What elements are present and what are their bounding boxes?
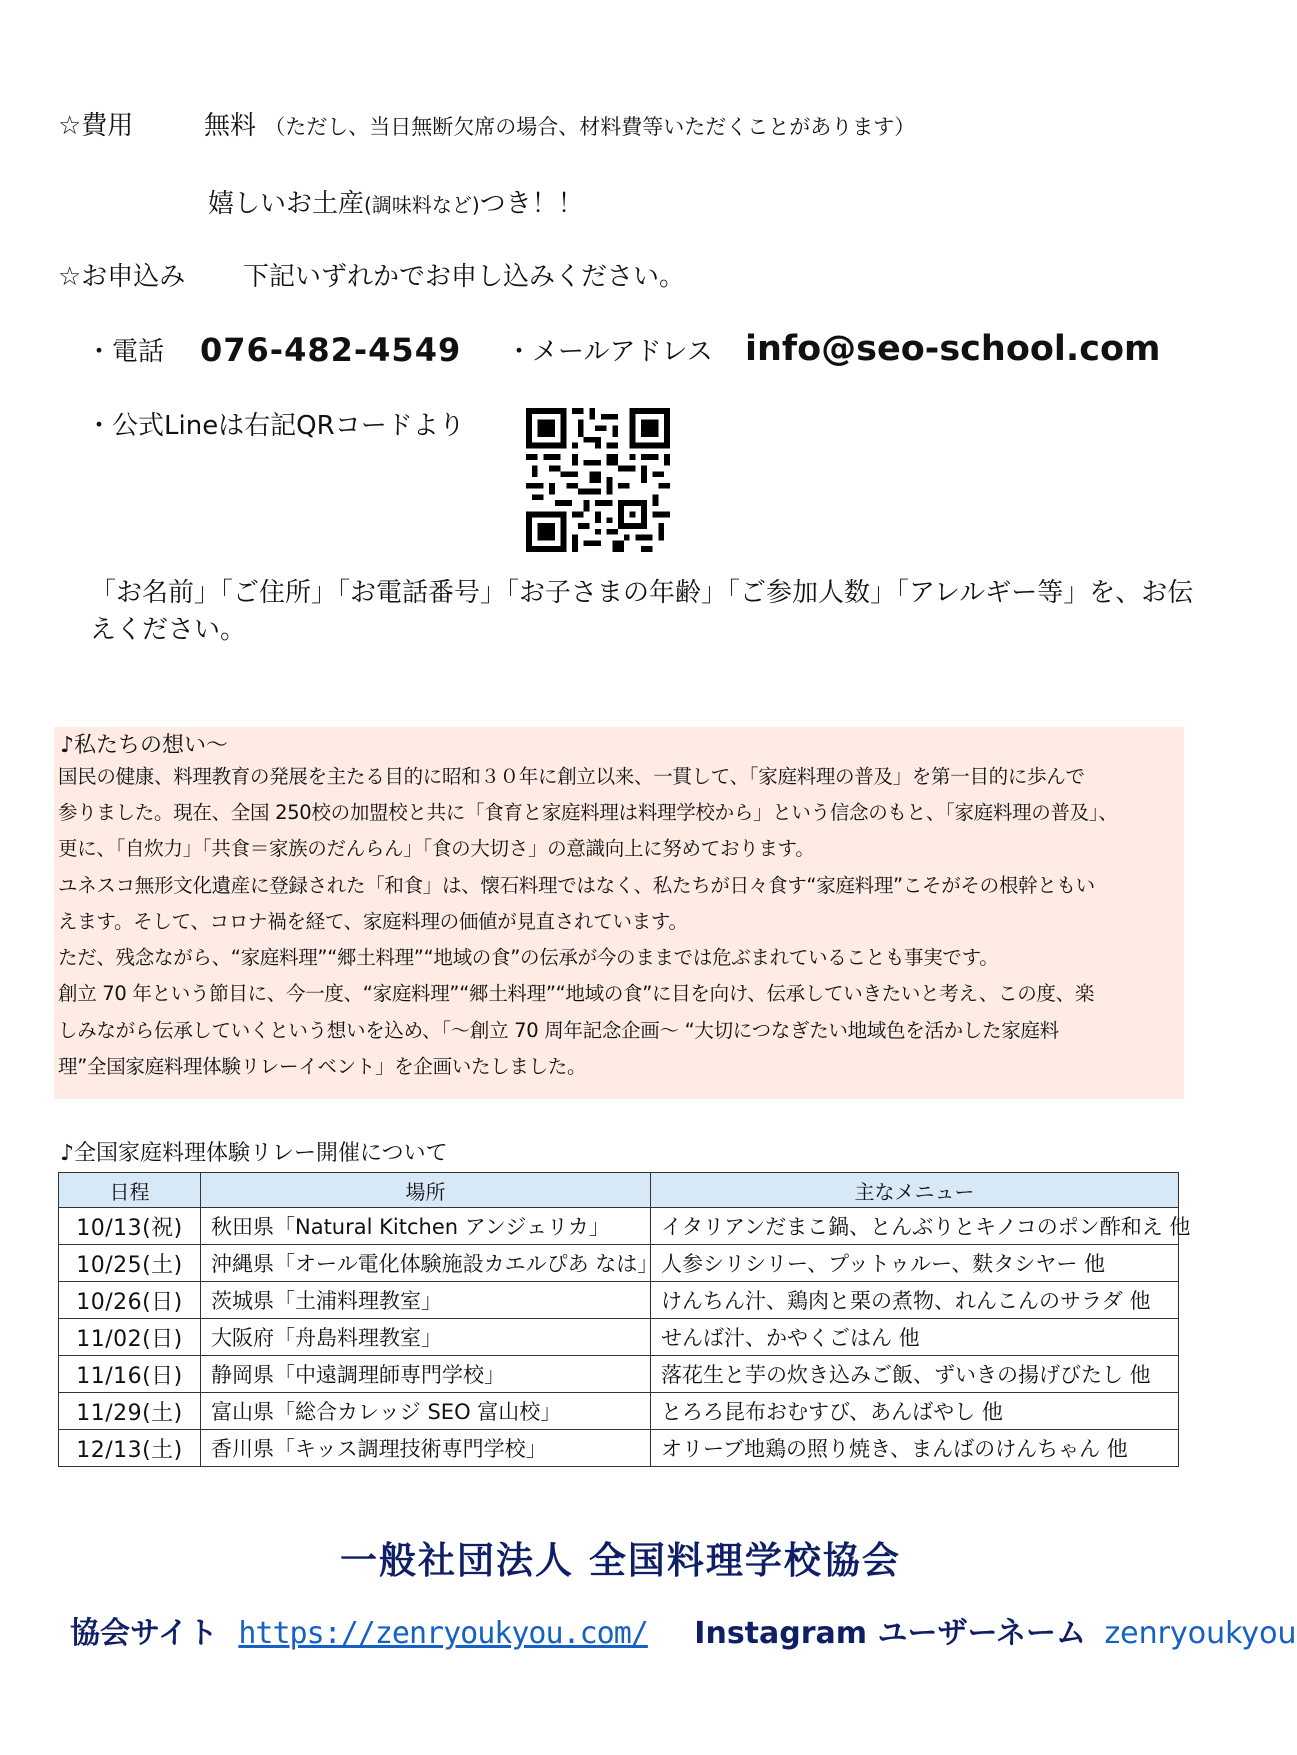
notice-line-1: 「お名前」「ご住所」「お電話番号」「お子さまの年齢」「ご参加人数」「アレルギー等」を、お伝 (90, 578, 1194, 608)
cell-menu: イタリアンだまこ鍋、とんぶりとキノコのポン酢和え 他 (651, 1208, 1179, 1245)
cell-place: 秋田県「Natural Kitchen アンジェリカ」 (201, 1208, 651, 1245)
cell-date: 10/26(日) (59, 1282, 201, 1319)
qr-code-icon[interactable] (526, 408, 670, 552)
header-date: 日程 (59, 1173, 201, 1208)
header-menu: 主なメニュー (651, 1173, 1179, 1208)
instagram-username[interactable]: zenryoukyou (1104, 1616, 1297, 1651)
thoughts-line: 理”全国家庭料理体験リレーイベント」を企画いたしました。 (58, 1055, 587, 1078)
site-label: 協会サイト (70, 1616, 218, 1651)
cell-date: 11/16(日) (59, 1356, 201, 1393)
instagram-label: Instagram ユーザーネーム (694, 1616, 1086, 1651)
cost-note: （ただし、当日無断欠席の場合、材料費等いただくことがあります） (264, 115, 916, 139)
gift-small: (調味料など) (364, 193, 480, 217)
cost-line (204, 110, 915, 143)
thoughts-line: 国民の健康、料理教育の発展を主たる目的に昭和３０年に創立以来、一貫して、「家庭料理の普及」を第一目的に歩んで (58, 765, 1085, 788)
cell-place: 大阪府「舟島料理教室」 (201, 1319, 651, 1356)
cell-date: 10/13(祝) (59, 1208, 201, 1245)
table-header-row (59, 1173, 1179, 1208)
table-row (59, 1393, 1179, 1430)
cell-date: 11/29(土) (59, 1393, 201, 1430)
table-row (59, 1356, 1179, 1393)
cell-menu: せんば汁、かやくごはん 他 (651, 1319, 1179, 1356)
thoughts-line: 創立 70 年という節目に、今一度、“家庭料理”“郷土料理”“地域の食”に目を向け、伝承していきたいと考え、この度、楽 (58, 982, 1095, 1005)
thoughts-line: ただ、残念ながら、“家庭料理”“郷土料理”“地域の食”の伝承が今のままでは危ぶまれていることも事実です。 (58, 946, 999, 969)
cell-date: 11/02(日) (59, 1319, 201, 1356)
apply-text: 下記いずれかでお申し込みください。 (243, 262, 686, 292)
cell-place: 香川県「キッス調理技術専門学校」 (201, 1430, 651, 1467)
cell-menu: けんちん汁、鶏肉と栗の煮物、れんこんのサラダ 他 (651, 1282, 1179, 1319)
cell-date: 12/13(土) (59, 1430, 201, 1467)
line-text: ・公式Lineは右記QRコードより (86, 411, 465, 441)
apply-label: ☆お申込み (58, 262, 186, 292)
table-row (59, 1282, 1179, 1319)
notice-line-2: えください。 (90, 615, 247, 645)
header-place: 場所 (201, 1173, 651, 1208)
footer (70, 1608, 1297, 1652)
phone-label: ・電話 (86, 337, 165, 367)
organization-name: 一般社団法人 全国料理学校協会 (340, 1539, 901, 1582)
thoughts-title: ♪私たちの想い～ (60, 733, 229, 758)
table-row (59, 1430, 1179, 1467)
relay-title: ♪全国家庭料理体験リレー開催について (60, 1141, 448, 1166)
cost-value: 無料 (204, 111, 257, 141)
table-row (59, 1208, 1179, 1245)
table-row (59, 1245, 1179, 1282)
cell-menu: とろろ昆布おむすび、あんばやし 他 (651, 1393, 1179, 1430)
mail-address[interactable]: info@seo-school.com (745, 329, 1161, 369)
phone-number[interactable]: 076-482-4549 (200, 331, 462, 369)
cell-place: 静岡県「中遠調理師専門学校」 (201, 1356, 651, 1393)
thoughts-line: しみながら伝承していくという想いを込め、「～創立 70 周年記念企画～ “大切につなぎたい地域色を活かした家庭料 (58, 1019, 1059, 1042)
cell-place: 沖縄県「オール電化体験施設カエルぴあ なは」 (201, 1245, 651, 1282)
cell-menu: オリーブ地鶏の照り焼き、まんばのけんちゃん 他 (651, 1430, 1179, 1467)
thoughts-line: 参りました。現在、全国 250校の加盟校と共に「食育と家庭料理は料理学校から」という信念のもと、「家庭料理の普及」、 (58, 801, 1118, 824)
thoughts-box (54, 727, 1184, 1099)
cell-place: 富山県「総合カレッジ SEO 富山校」 (201, 1393, 651, 1430)
gift-end: つき！！ (479, 189, 584, 219)
cell-menu: 人参シリシリー、プットゥルー、麩タシヤー 他 (651, 1245, 1179, 1282)
thoughts-line: えます。そして、コロナ禍を経て、家庭料理の価値が見直されています。 (58, 910, 688, 933)
cell-menu: 落花生と芋の炊き込みご飯、ずいきの揚げびたし 他 (651, 1356, 1179, 1393)
cost-label: ☆費用 (58, 111, 134, 141)
thoughts-line: ユネスコ無形文化遺産に登録された「和食」は、懐石料理ではなく、私たちが日々食す“家庭料理”こそがその根幹ともい (58, 874, 1095, 897)
mail-label: ・メールアドレス (506, 337, 713, 367)
gift-line (208, 188, 584, 221)
table-row (59, 1319, 1179, 1356)
cell-date: 10/25(土) (59, 1245, 201, 1282)
thoughts-line: 更に、「自炊力」「共食＝家族のだんらん」「食の大切さ」の意識向上に努めております。 (58, 837, 815, 860)
schedule-table (58, 1172, 1191, 1467)
cell-place: 茨城県「土浦料理教室」 (201, 1282, 651, 1319)
site-link[interactable]: https://zenryoukyou.com/ (238, 1616, 648, 1651)
gift-main: 嬉しいお土産 (208, 189, 365, 219)
